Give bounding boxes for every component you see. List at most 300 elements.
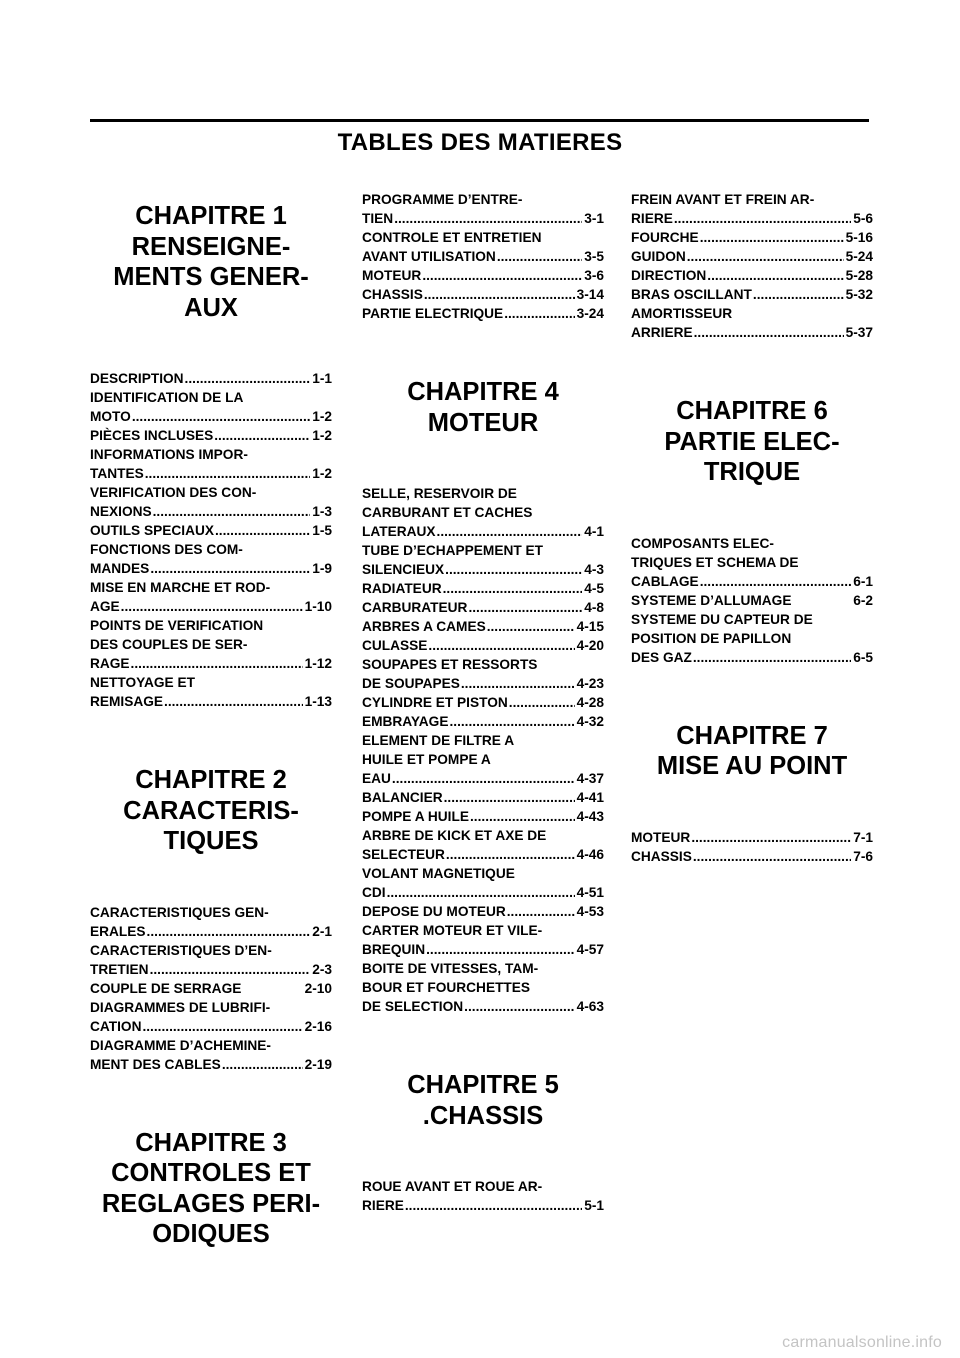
toc-entry-title: GUIDON (631, 249, 686, 264)
toc-entry-page: 4-41 (576, 790, 604, 805)
dot-leader (185, 369, 311, 388)
dot-leader (150, 960, 311, 979)
toc-entry-title: RIERE (362, 1198, 404, 1213)
toc-entry (90, 521, 332, 540)
toc-entry-leader-line (362, 769, 604, 788)
toc-column-1 (90, 190, 332, 1296)
toc-entry-page: 1-12 (304, 656, 332, 671)
toc-entry-leader-line (362, 940, 604, 959)
toc-entry (90, 483, 332, 521)
dot-leader (424, 285, 575, 304)
toc-entry-title: SILENCIEUX (362, 562, 445, 577)
toc-entry-page: 5-16 (845, 230, 873, 245)
toc-entry-leader-line (362, 712, 604, 731)
chapter-3-entries (362, 190, 604, 323)
toc-entry-title-line: FONCTIONS DES COM- (90, 542, 243, 557)
toc-entry-title: TIEN (362, 211, 394, 226)
toc-entry (362, 807, 604, 826)
dot-leader (700, 572, 852, 591)
toc-entry-page: 6-1 (853, 573, 873, 589)
chapter-4-heading (362, 366, 604, 438)
toc-entry (362, 266, 604, 285)
toc-entry-title-line: AMORTISSEUR (631, 306, 733, 321)
chapter-1-heading (90, 190, 332, 323)
dot-leader (426, 940, 574, 959)
toc-entry-leader-line (90, 559, 332, 578)
toc-entry (631, 828, 873, 847)
toc-entry-leader-line (90, 464, 332, 483)
toc-entry-page: 4-23 (576, 676, 604, 691)
toc-entry-page: 4-32 (576, 714, 604, 729)
chapter-heading-line: CHAPITRE 7 (676, 721, 828, 750)
toc-entry-leader-line (631, 572, 873, 591)
toc-entry-title-line: SOUPAPES ET RESSORTS (362, 657, 538, 672)
toc-entry-title: EAU (362, 771, 391, 786)
toc-entry-title: COUPLE DE SERRAGE (90, 980, 242, 996)
dot-leader (487, 617, 575, 636)
toc-entry-title: MOTEUR (631, 829, 691, 845)
dot-leader (422, 266, 582, 285)
chapter-heading-line: MOTEUR (427, 408, 539, 437)
toc-entry-title-line: DIAGRAMMES DE LUBRIFI- (90, 999, 271, 1015)
toc-entry-leader-line (631, 323, 873, 342)
toc-entry-title: SYSTEME D’ALLUMAGE (631, 592, 792, 608)
toc-entry-leader-line (90, 692, 332, 711)
toc-entry-title: CDI (362, 885, 386, 900)
toc-entry-page: 1-2 (312, 428, 332, 443)
toc-entry-leader-line (90, 960, 332, 979)
dot-leader (222, 1055, 303, 1074)
chapter-heading-line: CHAPITRE 2 (135, 766, 287, 794)
toc-entry-page: 4-28 (576, 695, 604, 710)
chapter-heading-line: CHAPITRE 3 (135, 1128, 287, 1157)
dot-leader (145, 464, 310, 483)
toc-entry-title: EMBRAYAGE (362, 714, 449, 729)
page-title: TABLES DES MATIERES (337, 129, 623, 156)
toc-entry-leader-line (631, 266, 873, 285)
toc-entry (90, 388, 332, 426)
toc-entry-page: 1-2 (312, 409, 332, 424)
toc-entry (90, 941, 332, 979)
dot-leader (392, 769, 575, 788)
toc-entry-leader-line (90, 979, 332, 998)
dot-leader (504, 304, 574, 323)
toc-entry (362, 285, 604, 304)
toc-entry-page: 4-51 (576, 885, 604, 900)
toc-entry-page: 4-1 (584, 524, 604, 539)
toc-entry-title: DEPOSE DU MOTEUR (362, 904, 506, 919)
toc-entry (362, 712, 604, 731)
toc-entry-page: 3-24 (576, 306, 604, 321)
toc-entry (362, 617, 604, 636)
toc-entry-page: 4-8 (584, 600, 604, 615)
toc-column-3 (631, 190, 873, 909)
chapter-2-heading (90, 754, 332, 857)
toc-entry (631, 847, 873, 866)
toc-entry-leader-line (362, 997, 604, 1016)
toc-entry-leader-line (90, 407, 332, 426)
toc-entry-leader-line (631, 591, 873, 610)
toc-entry-title-line: CONTROLE ET ENTRETIEN (362, 230, 542, 245)
toc-entry-title: DE SELECTION (362, 999, 464, 1014)
toc-entry (362, 921, 604, 959)
toc-entry-title-line: TUBE D’ECHAPPEMENT ET (362, 543, 543, 558)
toc-entry-page: 2-16 (304, 1018, 332, 1034)
dot-leader (461, 674, 575, 693)
toc-entry-title-line: ROUE AVANT ET ROUE AR- (362, 1179, 543, 1194)
dot-leader (405, 1196, 582, 1215)
toc-entry-title-line: SYSTEME DU CAPTEUR DE (631, 611, 813, 627)
toc-entry-title-line: DIAGRAMME D’ACHEMINE- (90, 1037, 271, 1053)
dot-leader (449, 712, 574, 731)
toc-entry-title-line: POINTS DE VERIFICATION (90, 618, 264, 633)
chapter-1-entries (90, 369, 332, 711)
toc-entry (631, 304, 873, 342)
toc-entry (631, 610, 873, 667)
toc-entry-title-line: FREIN AVANT ET FREIN AR- (631, 192, 815, 207)
toc-entry-page: 2-3 (312, 961, 332, 977)
toc-entry-page: 5-28 (845, 268, 873, 283)
dot-leader (700, 228, 844, 247)
toc-entry-page: 1-10 (304, 599, 332, 614)
toc-entry-leader-line (362, 522, 604, 541)
toc-entry-title: DE SOUPAPES (362, 676, 460, 691)
toc-entry-title: RADIATEUR (362, 581, 442, 596)
toc-entry-title-line: INFORMATIONS IMPOR- (90, 447, 248, 462)
chapter-heading-line: CHAPITRE 1 (135, 202, 287, 230)
toc-entry (362, 693, 604, 712)
toc-entry-page: 1-3 (312, 504, 332, 519)
dot-leader (164, 692, 303, 711)
toc-entry-leader-line (362, 617, 604, 636)
toc-entry-page: 4-63 (576, 999, 604, 1014)
toc-entry-title: ERALES (90, 923, 146, 939)
toc-entry-title-line: NETTOYAGE ET (90, 675, 195, 690)
toc-entry-title-line: TRIQUES ET SCHEMA DE (631, 554, 799, 570)
toc-entry (90, 616, 332, 673)
toc-entry (631, 190, 873, 228)
toc-entry-page: 5-32 (845, 287, 873, 302)
chapter-heading-line: PARTIE ELEC- (664, 427, 840, 456)
toc-entry-title: ARRIERE (631, 325, 693, 340)
toc-entry-title-line: DES COUPLES DE SER- (90, 637, 248, 652)
toc-entry-title: RAGE (90, 656, 130, 671)
dot-leader (707, 266, 843, 285)
dot-leader (509, 693, 575, 712)
toc-entry-leader-line (362, 579, 604, 598)
toc-entry-leader-line (90, 426, 332, 445)
toc-entry (362, 228, 604, 266)
toc-entry (362, 598, 604, 617)
dot-leader (153, 502, 311, 521)
toc-entry (362, 731, 604, 788)
toc-entry-leader-line (362, 807, 604, 826)
toc-entry-title-line: SELLE, RESERVOIR DE (362, 486, 517, 501)
toc-entry (631, 266, 873, 285)
chapter-heading-line: CHAPITRE 4 (407, 378, 559, 406)
toc-entry-page: 4-3 (584, 562, 604, 577)
toc-entry-page: 3-1 (584, 211, 604, 226)
toc-entry (90, 1036, 332, 1074)
dot-leader (445, 560, 582, 579)
chapter-heading-line: TRIQUE (703, 458, 801, 486)
toc-entry-title: CARBURATEUR (362, 600, 468, 615)
toc-entry-page: 1-2 (312, 466, 332, 481)
toc-entry-leader-line (90, 1017, 332, 1036)
toc-entry-page: 5-6 (853, 211, 873, 226)
toc-entry (631, 534, 873, 591)
toc-entry-title: PARTIE ELECTRIQUE (362, 306, 504, 321)
toc-entry-page: 3-5 (584, 249, 604, 264)
toc-entry-page: 5-1 (584, 1198, 604, 1213)
toc-entry-page: 7-6 (853, 848, 873, 864)
dot-leader (214, 426, 310, 445)
toc-entry-leader-line (90, 654, 332, 673)
toc-entry-title: BALANCIER (362, 790, 443, 805)
toc-entry-page: 1-5 (312, 523, 332, 538)
toc-entry (362, 304, 604, 323)
toc-entry (90, 673, 332, 711)
dot-leader (470, 807, 575, 826)
toc-entry-title: NEXIONS (90, 504, 152, 519)
chapter-heading-line: MENTS GENER- (113, 263, 309, 291)
toc-entry-title: FOURCHE (631, 230, 699, 245)
toc-entry-leader-line (362, 598, 604, 617)
toc-entry-title: DESCRIPTION (90, 371, 184, 386)
toc-entry-leader-line (362, 247, 604, 266)
toc-entry-title: BRAS OSCILLANT (631, 287, 752, 302)
dot-leader (753, 285, 844, 304)
toc-entry-title: TANTES (90, 466, 144, 481)
toc-entry-page: 2-1 (312, 923, 332, 939)
toc-entry-leader-line (362, 304, 604, 323)
toc-entry-page: 3-6 (584, 268, 604, 283)
toc-entry-leader-line (90, 1055, 332, 1074)
toc-entry-leader-line (631, 285, 873, 304)
toc-entry-title-line: CARBURANT ET CACHES (362, 505, 533, 520)
toc-entry-page: 4-20 (576, 638, 604, 653)
dot-leader (464, 997, 574, 1016)
toc-entry (362, 541, 604, 579)
toc-entry-title-line: HUILE ET POMPE A (362, 752, 491, 767)
chapter-6-entries (631, 534, 873, 667)
chapter-heading-line: AUX (184, 293, 238, 322)
toc-entry-title-line: BOITE DE VITESSES, TAM- (362, 961, 539, 976)
toc-entry (362, 1177, 604, 1215)
dot-leader (497, 247, 582, 266)
dot-leader (693, 648, 851, 667)
dot-leader (691, 828, 851, 847)
chapter-5-entries-continued (631, 190, 873, 342)
toc-entry-leader-line (90, 922, 332, 941)
toc-entry-title: TRETIEN (90, 961, 149, 977)
toc-entry-title-line: ELEMENT DE FILTRE A (362, 733, 515, 748)
chapter-3-heading (90, 1117, 332, 1250)
toc-entry (362, 826, 604, 864)
toc-entry (90, 578, 332, 616)
toc-entry-page: 4-37 (576, 771, 604, 786)
chapter-heading-line: CHAPITRE 5 (407, 1071, 559, 1099)
toc-entry-leader-line (90, 521, 332, 540)
toc-entry-title: POMPE A HUILE (362, 809, 469, 824)
toc-column-2 (362, 190, 604, 1258)
toc-entry-title-line: VOLANT MAGNETIQUE (362, 866, 515, 881)
toc-entry-leader-line (362, 883, 604, 902)
dot-leader (694, 323, 844, 342)
toc-entry-title-line: CARACTERISTIQUES GEN- (90, 904, 269, 920)
toc-entry-leader-line (631, 847, 873, 866)
toc-entry (90, 445, 332, 483)
toc-entry-title-line: PROGRAMME D’ENTRE- (362, 192, 523, 207)
chapter-heading-line: REGLAGES PERI- (101, 1189, 321, 1218)
dot-leader (468, 598, 582, 617)
toc-entry-leader-line (362, 285, 604, 304)
toc-entry (631, 247, 873, 266)
toc-entry (90, 979, 332, 998)
chapter-heading-line: CARACTERIS- (123, 796, 299, 825)
toc-entry-title: CHASSIS (362, 287, 423, 302)
toc-entry-page: 5-24 (845, 249, 873, 264)
dot-leader (394, 209, 582, 228)
toc-entry-title-line: CARACTERISTIQUES D’EN- (90, 942, 272, 958)
toc-entry-leader-line (631, 247, 873, 266)
toc-entry-page: 1-13 (304, 694, 332, 709)
toc-entry (631, 285, 873, 304)
toc-entry-page: 6-2 (853, 592, 873, 608)
chapter-2-entries (90, 903, 332, 1074)
toc-entry (631, 591, 873, 610)
chapter-7-entries (631, 828, 873, 866)
dot-leader (132, 407, 310, 426)
toc-entry (631, 228, 873, 247)
toc-entry-title: CHASSIS (631, 848, 692, 864)
toc-entry (90, 426, 332, 445)
toc-entry-leader-line (631, 828, 873, 847)
toc-entry-title-line: MISE EN MARCHE ET ROD- (90, 580, 271, 595)
dot-leader (674, 209, 851, 228)
toc-entry-leader-line (362, 845, 604, 864)
toc-entry-leader-line (90, 502, 332, 521)
toc-entry (362, 788, 604, 807)
toc-entry-title-line: POSITION DE PAPILLON (631, 630, 792, 646)
toc-entry-title: AGE (90, 599, 120, 614)
toc-entry-page: 2-19 (304, 1056, 332, 1072)
toc-entry-page: 1-9 (312, 561, 332, 576)
dot-leader (687, 247, 844, 266)
toc-entry-leader-line (631, 648, 873, 667)
chapter-heading-line: CONTROLES ET (111, 1159, 311, 1187)
toc-entry-page: 4-5 (584, 581, 604, 596)
toc-entry-leader-line (362, 560, 604, 579)
toc-entry-page: 6-5 (853, 649, 873, 665)
chapter-6-heading (631, 385, 873, 488)
toc-entry-leader-line (362, 902, 604, 921)
toc-entry-leader-line (362, 636, 604, 655)
toc-entry-leader-line (631, 228, 873, 247)
toc-entry-leader-line (362, 1196, 604, 1215)
chapter-heading-line: .CHASSIS (422, 1101, 544, 1130)
header-rule (90, 119, 869, 122)
dot-leader (443, 579, 583, 598)
dot-leader (131, 654, 303, 673)
toc-entry-title: MENT DES CABLES (90, 1056, 221, 1072)
chapter-5-heading (362, 1059, 604, 1131)
chapter-7-heading (631, 710, 873, 782)
dot-leader (121, 597, 303, 616)
toc-entry-title-line: COMPOSANTS ELEC- (631, 535, 774, 551)
toc-entry-title: LATERAUX (362, 524, 436, 539)
toc-entry (90, 369, 332, 388)
chapter-heading-line: RENSEIGNE- (131, 232, 291, 261)
toc-entry-page: 7-1 (853, 829, 873, 845)
toc-entry-title: OUTILS SPECIAUX (90, 523, 214, 538)
dot-leader (387, 883, 575, 902)
toc-entry-leader-line (362, 788, 604, 807)
watermark: carmanualsonline.info (782, 1334, 942, 1351)
toc-entry (90, 540, 332, 578)
toc-entry-leader-line (362, 674, 604, 693)
toc-entry-page: 4-15 (576, 619, 604, 634)
chapter-heading-line: TIQUES (163, 827, 259, 855)
toc-entry-title: MOTO (90, 409, 131, 424)
toc-entry (362, 579, 604, 598)
toc-entry-page: 3-14 (576, 287, 604, 302)
toc-entry (90, 903, 332, 941)
dot-leader (507, 902, 575, 921)
toc-entry-page: 4-46 (576, 847, 604, 862)
toc-entry (362, 190, 604, 228)
chapter-heading-line: CHAPITRE 6 (676, 397, 828, 425)
toc-entry-title: CATION (90, 1018, 142, 1034)
chapter-heading-line: ODIQUES (152, 1220, 270, 1248)
toc-entry-title: BREQUIN (362, 942, 426, 957)
toc-entry-title-line: IDENTIFICATION DE LA (90, 390, 244, 405)
chapter-5-entries (362, 1177, 604, 1215)
toc-entry-page: 4-43 (576, 809, 604, 824)
dot-leader (428, 636, 574, 655)
toc-entry (362, 959, 604, 1016)
toc-entry (362, 902, 604, 921)
dot-leader (150, 559, 310, 578)
toc-entry-title: CYLINDRE ET PISTON (362, 695, 508, 710)
toc-entry-page: 4-57 (576, 942, 604, 957)
toc-entry-title: SELECTEUR (362, 847, 445, 862)
toc-entry (362, 864, 604, 902)
toc-entry-title: RIERE (631, 211, 673, 226)
dot-leader (215, 521, 310, 540)
toc-entry-title: PIÈCES INCLUSES (90, 428, 214, 443)
toc-entry-title: DIRECTION (631, 268, 707, 283)
toc-entry-leader-line (362, 693, 604, 712)
dot-leader (446, 845, 575, 864)
toc-entry (362, 655, 604, 693)
toc-entry-leader-line (631, 209, 873, 228)
chapter-4-entries (362, 484, 604, 1016)
toc-entry-page: 1-1 (312, 371, 332, 386)
toc-entry-page: 5-37 (845, 325, 873, 340)
toc-entry-title-line: ARBRE DE KICK ET AXE DE (362, 828, 547, 843)
dot-leader (142, 1017, 302, 1036)
toc-entry-title-line: VERIFICATION DES CON- (90, 485, 257, 500)
toc-entry-title: REMISAGE (90, 694, 164, 709)
dot-leader (147, 922, 311, 941)
dot-leader (437, 522, 583, 541)
toc-entry-page: 4-53 (576, 904, 604, 919)
dot-leader (693, 847, 851, 866)
toc-entry-leader-line (90, 369, 332, 388)
toc-entry (362, 636, 604, 655)
toc-entry-title: MOTEUR (362, 268, 422, 283)
